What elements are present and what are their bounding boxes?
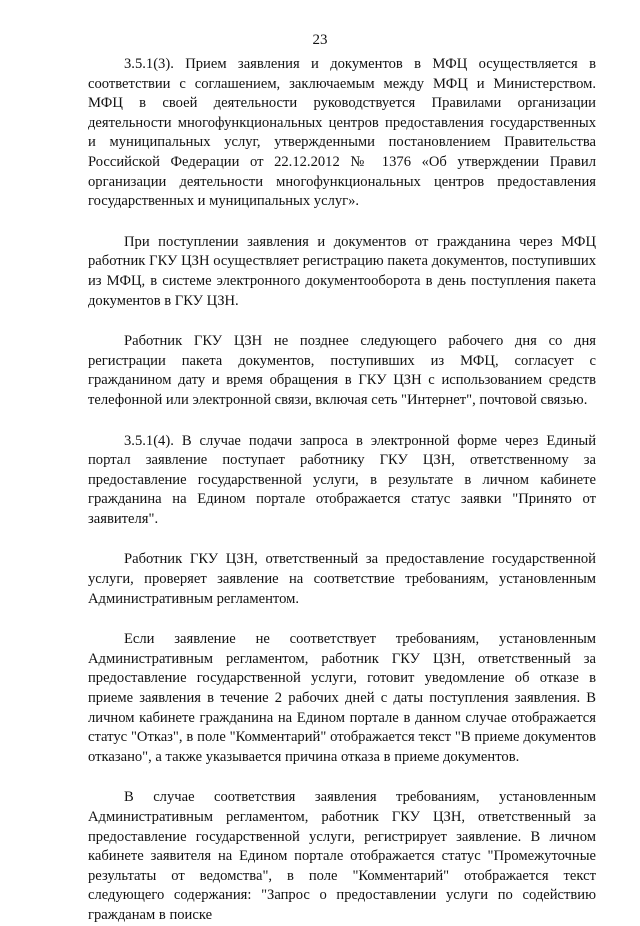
- paragraph-registration: В случае соответствия заявления требованиям, установленным Административным регламентом, работник ГКУ ЦЗН, ответственный за предоставление государственной услуги, регистрирует заявление. В личном кабинете заявителя на Едином портале отображается статус "Промежуточные результаты от ведомства", в поле "Комментарий" отображается текст следующего содержания: "Запрос о предоставлении услуги по содействию гражданам в поиске: [88, 789, 596, 923]
- paragraph-date-agreement: Работник ГКУ ЦЗН не позднее следующего рабочего дня со дня регистрации пакета документов, поступивших из МФЦ, согласует с гражданином дату и время обращения в ГКУ ЦЗН с использованием средств телефонной или электронной связи, включая сеть "Интернет", почтовой связью.: [88, 333, 596, 408]
- paragraph-mfc-registration: При поступлении заявления и документов от гражданина через МФЦ работник ГКУ ЦЗН осуществляет регистрацию пакета документов, поступивших из МФЦ, в системе электронного документооборота в день поступления пакета документов в ГКУ ЦЗН.: [88, 233, 596, 309]
- paragraph-application-check: Работник ГКУ ЦЗН, ответственный за предоставление государственной услуги, проверяет заявление на соответствие требованиям, установленным Административным регламентом.: [88, 551, 596, 607]
- document-body: [88, 55, 596, 926]
- paragraph-3-5-1-3: 3.5.1(3). Прием заявления и документов в МФЦ осуществляется в соответствии с соглашением, заключаемым между МФЦ и Министерством. МФЦ в своей деятельности руководствуется Правилами организации деятельности многофункциональных центров предоставления государственных и муниципальных услуг, утвержденными постановлением Правительства Российской Федерации от 22.12.2012 № 1376 «Об утверждении Правил организации деятельности многофункциональных центров предоставления государственных и муниципальных услуг».: [88, 56, 596, 210]
- paragraph-3-5-1-4: 3.5.1(4). В случае подачи запроса в электронной форме через Единый портал заявление поступает работнику ГКУ ЦЗН, ответственному за предоставление государственной услуги, в результате в личном кабинете гражданина на Едином портале отображается статус заявки "Принято от заявителя".: [88, 432, 596, 527]
- page-number: 23: [312, 32, 328, 48]
- paragraph-refusal: Если заявление не соответствует требованиям, установленным Административным регламентом, работник ГКУ ЦЗН, ответственный за предоставление государственной услуги, готовит уведомление об отказе в приеме заявления в течение 2 рабочих дней с даты поступления заявления. В личном кабинете гражданина на Едином портале в данном случае отображается статус "Отказ", в поле "Комментарий" отображается текст "В приеме документов отказано", а также указывается причина отказа в приеме документов.: [88, 631, 596, 765]
